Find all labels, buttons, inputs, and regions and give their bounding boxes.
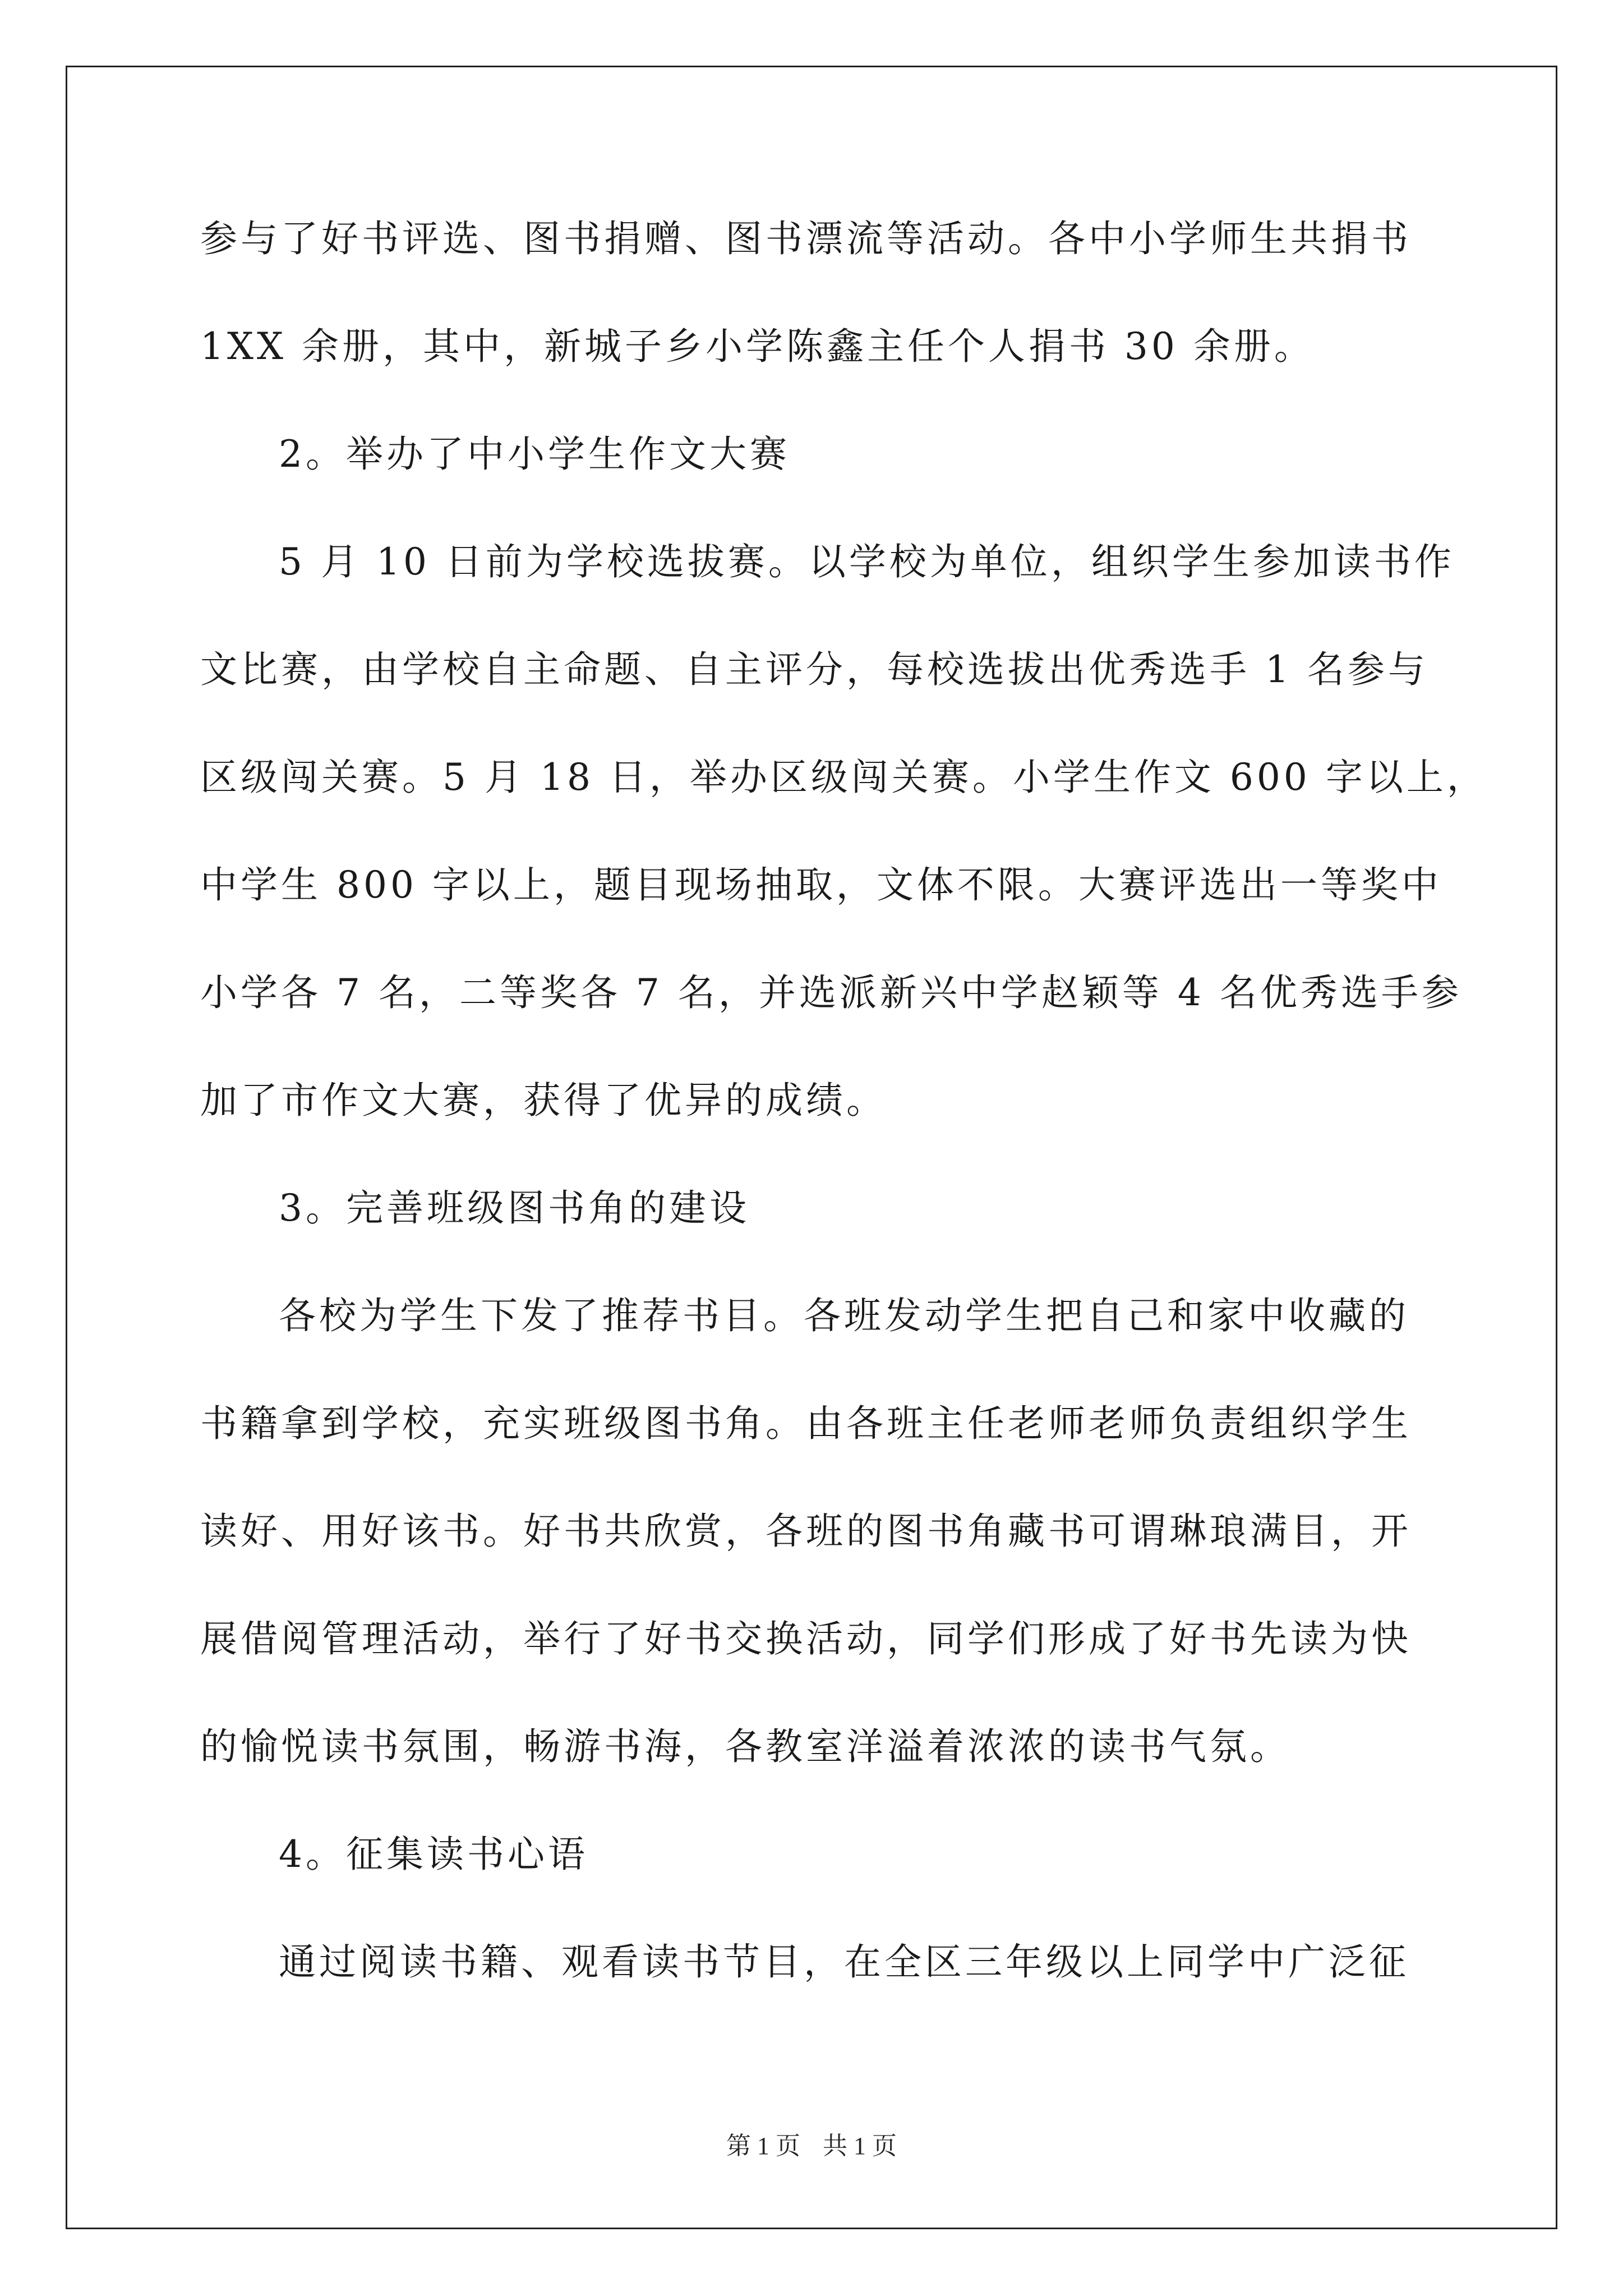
page-number: 第 1 页 bbox=[726, 2132, 800, 2160]
section-heading-3: 3。完善班级图书角的建设 bbox=[279, 1186, 750, 1230]
page-total: 共 1 页 bbox=[823, 2132, 897, 2160]
text-line-7: 中学生 800 字以上，题目现场抽取，文体不限。大赛评选出一等奖中 bbox=[200, 863, 1442, 907]
text-line-13: 读好、用好该书。好书共欣赏，各班的图书角藏书可谓琳琅满目，开 bbox=[200, 1510, 1412, 1553]
text-line-14: 展借阅管理活动，举行了好书交换活动，同学们形成了好书先读为快 bbox=[200, 1617, 1412, 1660]
text-line-4: 5 月 10 日前为学校选拔赛。以学校为单位，组织学生参加读书作 bbox=[279, 540, 1455, 583]
text-line-2: 1XX 余册，其中，新城子乡小学陈鑫主任个人捐书 30 余册。 bbox=[200, 325, 1315, 368]
text-line-9: 加了市作文大赛，获得了优异的成绩。 bbox=[200, 1079, 887, 1122]
text-line-17: 通过阅读书籍、观看读书节目，在全区三年级以上同学中广泛征 bbox=[279, 1940, 1409, 1984]
text-line-12: 书籍拿到学校，充实班级图书角。由各班主任老师老师负责组织学生 bbox=[200, 1402, 1412, 1445]
text-line-15: 的愉悦读书氛围，畅游书海，各教室洋溢着浓浓的读书气氛。 bbox=[200, 1725, 1290, 1768]
section-heading-4: 4。征集读书心语 bbox=[279, 1833, 588, 1876]
text-line-6: 区级闯关赛。5 月 18 日，举办区级闯关赛。小学生作文 600 字以上， bbox=[200, 756, 1487, 799]
text-line-11: 各校为学生下发了推荐书目。各班发动学生把自己和家中收藏的 bbox=[279, 1294, 1409, 1337]
text-line-1: 参与了好书评选、图书捐赠、图书漂流等活动。各中小学师生共捐书 bbox=[200, 217, 1412, 260]
document-body bbox=[200, 213, 1487, 2044]
page-footer bbox=[0, 2129, 1623, 2163]
text-line-8: 小学各 7 名，二等奖各 7 名，并选派新兴中学赵颖等 4 名优秀选手参 bbox=[200, 971, 1462, 1014]
text-line-5: 文比赛，由学校自主命题、自主评分，每校选拔出优秀选手 1 名参与 bbox=[200, 648, 1428, 691]
section-heading-2: 2。举办了中小学生作文大赛 bbox=[279, 432, 790, 476]
